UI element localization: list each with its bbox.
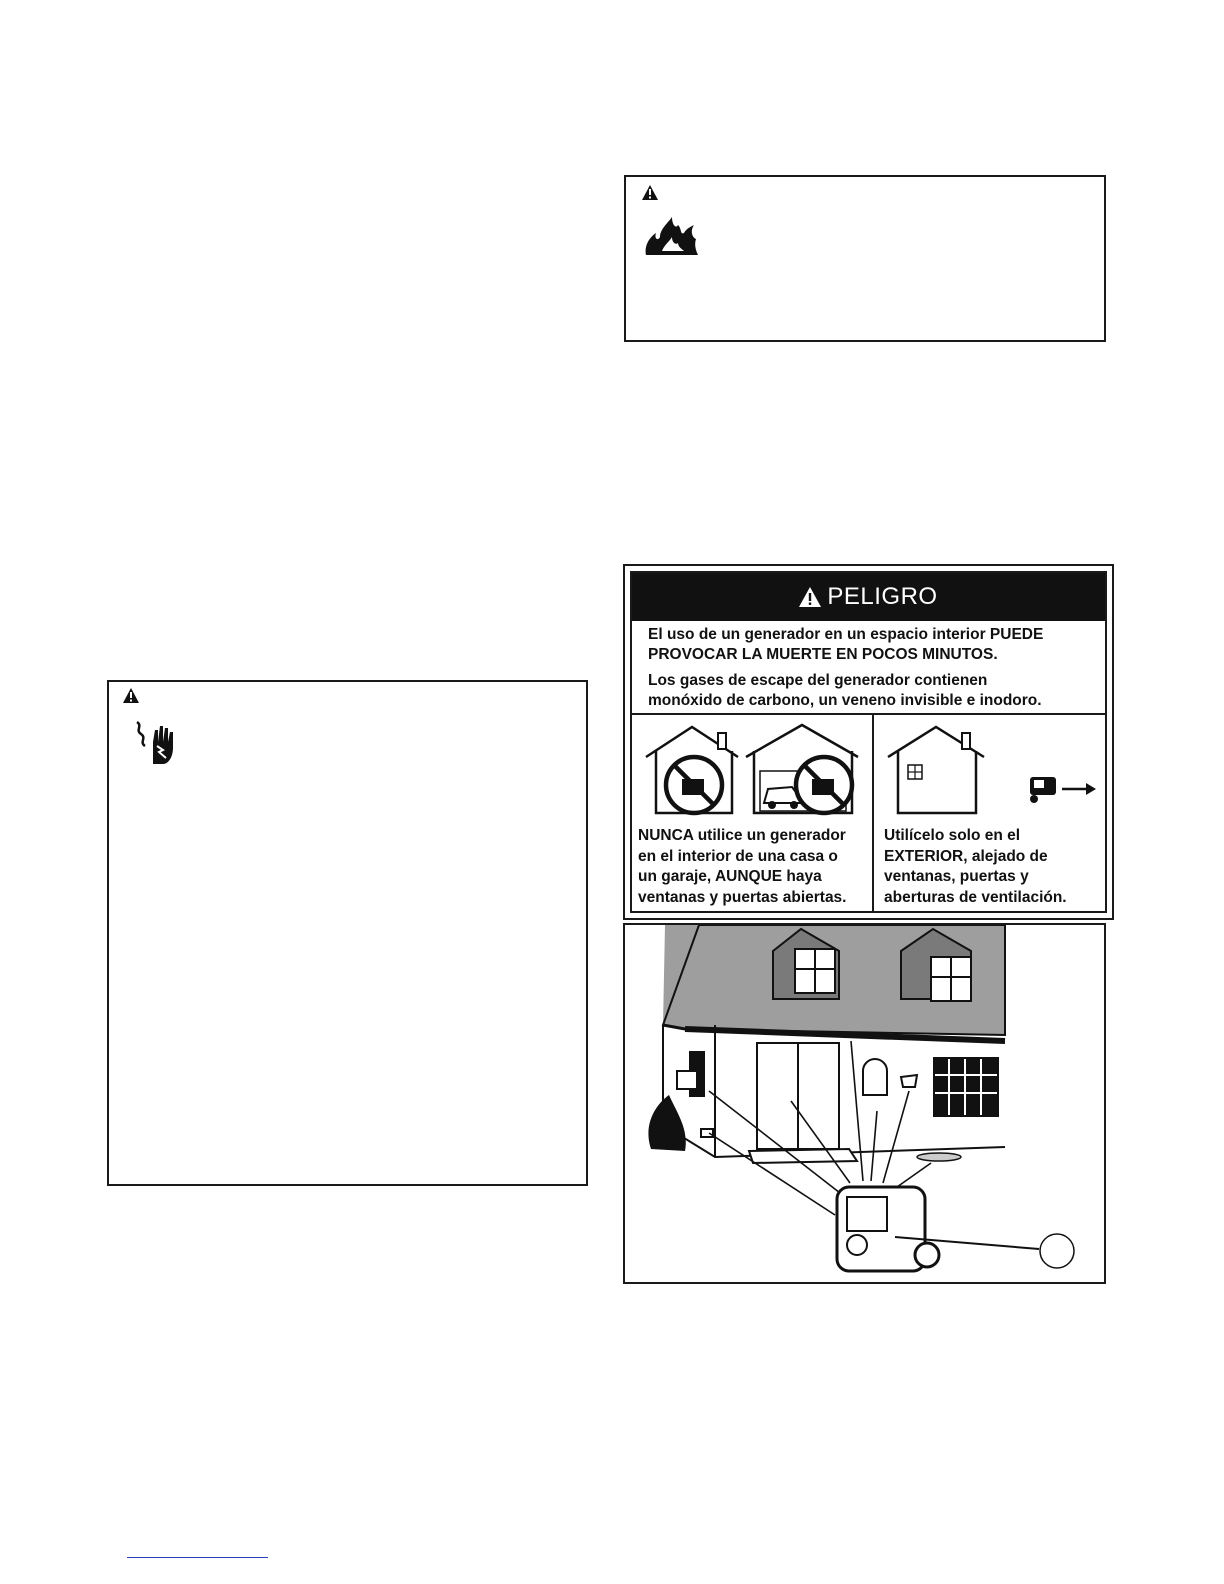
indoor-caption-line: ventanas y puertas abiertas. (638, 888, 847, 906)
indoor-caption-line: en el interior de una casa o (638, 847, 838, 865)
danger-header (632, 573, 1105, 621)
footer-link-underline[interactable] (127, 1557, 268, 1558)
divider (872, 713, 874, 911)
warning-triangle-icon (799, 587, 821, 607)
generator-placement-figure (623, 923, 1106, 1284)
divider (632, 713, 1105, 715)
outdoor-caption-line: ventanas, puertas y (884, 868, 1029, 885)
danger-line-1: El uso de un generador en un espacio interior PUEDE (648, 626, 1044, 643)
shock-warning-box (107, 680, 588, 1186)
electric-shock-icon (133, 720, 181, 766)
danger-line-2: PROVOCAR LA MUERTE EN POCOS MINUTOS. (648, 646, 998, 663)
warning-triangle-icon (642, 185, 658, 200)
indoor-prohibited-illustration (642, 723, 864, 819)
danger-label-inner (630, 571, 1107, 913)
danger-header-text: PELIGRO (827, 583, 938, 610)
indoor-caption-line: un garaje, AUNQUE haya (638, 868, 822, 885)
fire-hazard-icon (642, 215, 700, 257)
danger-label (623, 564, 1114, 920)
danger-line-3: Los gases de escape del generador contienen (648, 672, 988, 689)
house-generator-illustration (625, 925, 1104, 1282)
danger-line-4: monóxido de carbono, un veneno invisible e inodoro. (648, 692, 1042, 709)
outdoor-caption-line: EXTERIOR, alejado de (884, 847, 1048, 865)
outdoor-use-illustration (882, 723, 1104, 819)
fire-warning-box (624, 175, 1106, 342)
indoor-caption-line: NUNCA utilice un generador (638, 827, 846, 844)
outdoor-caption-line: Utilícelo solo en el (884, 827, 1021, 844)
outdoor-caption-line: aberturas de ventilación. (884, 888, 1067, 906)
warning-triangle-icon (123, 688, 139, 703)
